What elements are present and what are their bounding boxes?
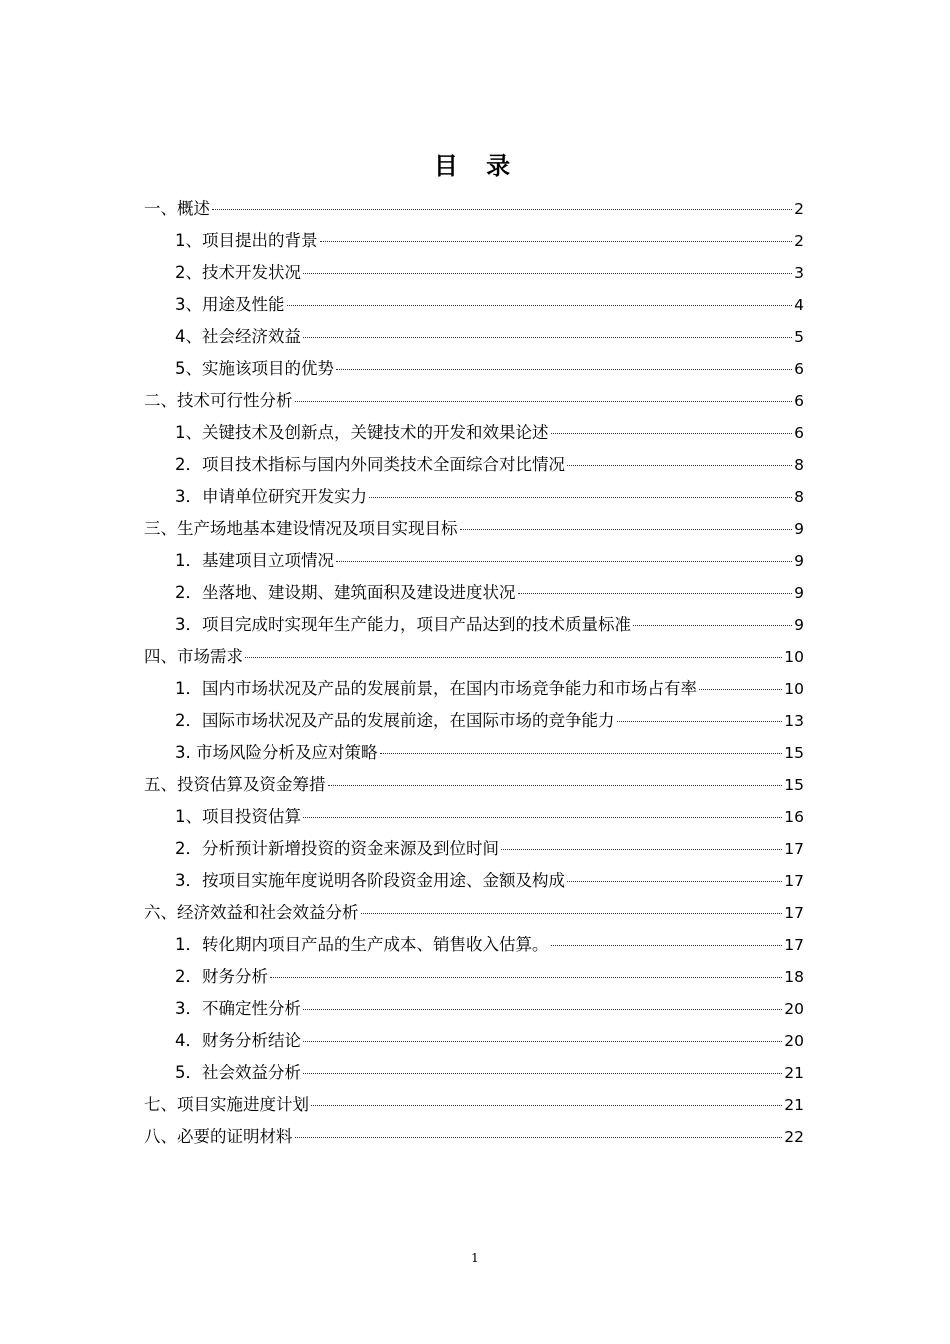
page-number: 1 bbox=[471, 1251, 479, 1265]
toc-entry-page: 9 bbox=[794, 552, 804, 570]
toc-entry[interactable] bbox=[144, 897, 804, 929]
toc-entry-page: 10 bbox=[784, 648, 804, 666]
toc-entry[interactable] bbox=[144, 801, 804, 833]
toc-entry-page: 3 bbox=[794, 264, 804, 282]
toc-entry-page: 20 bbox=[784, 1032, 804, 1050]
dot-leader bbox=[303, 1073, 782, 1074]
toc-entry[interactable] bbox=[144, 545, 804, 577]
toc-entry[interactable] bbox=[144, 481, 804, 513]
toc-entry-title: 4、社会经济效益 bbox=[175, 327, 301, 346]
dot-leader bbox=[551, 433, 793, 434]
toc-entry[interactable] bbox=[144, 609, 804, 641]
toc-entry-page: 4 bbox=[794, 296, 804, 314]
toc-entry[interactable] bbox=[144, 513, 804, 545]
toc-entry[interactable] bbox=[144, 193, 804, 225]
toc-entry-title: 七、项目实施进度计划 bbox=[144, 1095, 309, 1114]
toc-entry[interactable] bbox=[144, 993, 804, 1025]
toc-entry[interactable] bbox=[144, 929, 804, 961]
toc-entry[interactable] bbox=[144, 257, 804, 289]
toc-entry-title: 五、投资估算及资金筹措 bbox=[144, 775, 326, 794]
dot-leader bbox=[303, 1009, 782, 1010]
toc-entry-title: 2．分析预计新增投资的资金来源及到位时间 bbox=[175, 839, 499, 858]
toc-entry[interactable] bbox=[144, 769, 804, 801]
toc-entry-title: 2．项目技术指标与国内外同类技术全面综合对比情况 bbox=[175, 455, 565, 474]
dot-leader bbox=[303, 1041, 782, 1042]
toc-entry-title: 二、技术可行性分析 bbox=[144, 391, 293, 410]
toc-entry[interactable] bbox=[144, 1025, 804, 1057]
toc-entry-page: 6 bbox=[794, 424, 804, 442]
toc-entry-page: 18 bbox=[784, 968, 804, 986]
toc-entry[interactable] bbox=[144, 353, 804, 385]
toc-entry-title: 1、项目投资估算 bbox=[175, 807, 301, 826]
toc-entry-page: 2 bbox=[794, 232, 804, 250]
toc-entry[interactable] bbox=[144, 385, 804, 417]
dot-leader bbox=[699, 689, 782, 690]
toc-entry[interactable] bbox=[144, 1057, 804, 1089]
toc-entry[interactable] bbox=[144, 865, 804, 897]
toc-entry[interactable] bbox=[144, 1089, 804, 1121]
toc-entry-page: 22 bbox=[784, 1128, 804, 1146]
toc-entry-page: 9 bbox=[794, 520, 804, 538]
dot-leader bbox=[295, 401, 793, 402]
toc-entry-page: 15 bbox=[784, 744, 804, 762]
toc-entry-page: 5 bbox=[794, 328, 804, 346]
toc-entry[interactable] bbox=[144, 225, 804, 257]
toc-entry-title: 1．转化期内项目产品的生产成本、销售收入估算。 bbox=[175, 935, 549, 954]
dot-leader bbox=[551, 945, 783, 946]
dot-leader bbox=[303, 273, 792, 274]
dot-leader bbox=[245, 657, 782, 658]
dot-leader bbox=[369, 497, 792, 498]
toc-entry[interactable] bbox=[144, 673, 804, 705]
toc-entry-page: 6 bbox=[794, 392, 804, 410]
toc-entry-title: 3．申请单位研究开发实力 bbox=[175, 487, 367, 506]
toc-entry-title: 1、项目提出的背景 bbox=[175, 231, 318, 250]
toc-entry-title: 六、经济效益和社会效益分析 bbox=[144, 903, 359, 922]
dot-leader bbox=[361, 913, 783, 914]
dot-leader bbox=[311, 1105, 782, 1106]
dot-leader bbox=[328, 785, 783, 786]
toc-entry-page: 17 bbox=[784, 872, 804, 890]
toc-entry[interactable] bbox=[144, 833, 804, 865]
toc-entry[interactable] bbox=[144, 417, 804, 449]
dot-leader bbox=[295, 1137, 783, 1138]
toc-entry[interactable] bbox=[144, 449, 804, 481]
dot-leader bbox=[270, 977, 782, 978]
dot-leader bbox=[320, 241, 793, 242]
dot-leader bbox=[633, 625, 792, 626]
toc-entry[interactable] bbox=[144, 289, 804, 321]
toc-entry-title: 3、用途及性能 bbox=[175, 295, 285, 314]
toc-entry[interactable] bbox=[144, 961, 804, 993]
toc-entry-title: 3．项目完成时实现年生产能力，项目产品达到的技术质量标准 bbox=[175, 615, 631, 634]
toc-entry-title: 2．财务分析 bbox=[175, 967, 268, 986]
toc-entry-title: 1．基建项目立项情况 bbox=[175, 551, 334, 570]
dot-leader bbox=[336, 561, 792, 562]
toc-entry-title: 2．国际市场状况及产品的发展前途，在国际市场的竞争能力 bbox=[175, 711, 615, 730]
dot-leader bbox=[212, 209, 792, 210]
page-title: 目 录 bbox=[433, 152, 521, 180]
toc-entry-page: 13 bbox=[784, 712, 804, 730]
toc-entry-page: 20 bbox=[784, 1000, 804, 1018]
dot-leader bbox=[460, 529, 793, 530]
dot-leader bbox=[617, 721, 783, 722]
toc-entry-page: 8 bbox=[794, 488, 804, 506]
dot-leader bbox=[567, 465, 792, 466]
toc-entry[interactable] bbox=[144, 321, 804, 353]
toc-entry-title: 三、生产场地基本建设情况及项目实现目标 bbox=[144, 519, 458, 538]
toc-entry-page: 9 bbox=[794, 616, 804, 634]
toc-entry[interactable] bbox=[144, 737, 804, 769]
toc-entry-page: 9 bbox=[794, 584, 804, 602]
toc-entry-page: 16 bbox=[784, 808, 804, 826]
toc-entry-title: 5、实施该项目的优势 bbox=[175, 359, 334, 378]
dot-leader bbox=[303, 817, 782, 818]
dot-leader bbox=[287, 305, 793, 306]
toc-entry-title: 3．不确定性分析 bbox=[175, 999, 301, 1018]
toc-entry[interactable] bbox=[144, 1121, 804, 1153]
toc-entry-title: 3. 市场风险分析及应对策略 bbox=[175, 743, 378, 762]
toc-entry-page: 10 bbox=[784, 680, 804, 698]
toc-entry-title: 1、关键技术及创新点，关键技术的开发和效果论述 bbox=[175, 423, 549, 442]
dot-leader bbox=[501, 849, 782, 850]
toc-entry-title: 一、概述 bbox=[144, 199, 210, 218]
toc-entry-page: 17 bbox=[784, 840, 804, 858]
toc-entry-page: 17 bbox=[784, 936, 804, 954]
toc-entry-page: 21 bbox=[784, 1096, 804, 1114]
toc-entry[interactable] bbox=[144, 705, 804, 737]
toc-entry-page: 6 bbox=[794, 360, 804, 378]
toc-entry[interactable] bbox=[144, 641, 804, 673]
toc-entry-title: 3．按项目实施年度说明各阶段资金用途、金额及构成 bbox=[175, 871, 565, 890]
toc-entry-page: 21 bbox=[784, 1064, 804, 1082]
toc-entry-page: 17 bbox=[784, 904, 804, 922]
toc-entry-title: 4．财务分析结论 bbox=[175, 1031, 301, 1050]
table-of-contents bbox=[144, 193, 804, 1153]
dot-leader bbox=[303, 337, 792, 338]
toc-entry-title: 四、市场需求 bbox=[144, 647, 243, 666]
toc-entry-title: 5．社会效益分析 bbox=[175, 1063, 301, 1082]
toc-entry-title: 2、技术开发状况 bbox=[175, 263, 301, 282]
dot-leader bbox=[380, 753, 783, 754]
dot-leader bbox=[336, 369, 792, 370]
dot-leader bbox=[518, 593, 793, 594]
toc-entry-title: 八、必要的证明材料 bbox=[144, 1127, 293, 1146]
toc-entry-page: 2 bbox=[794, 200, 804, 218]
toc-entry-title: 2．坐落地、建设期、建筑面积及建设进度状况 bbox=[175, 583, 516, 602]
toc-entry-page: 8 bbox=[794, 456, 804, 474]
dot-leader bbox=[567, 881, 782, 882]
toc-entry-page: 15 bbox=[784, 776, 804, 794]
toc-entry[interactable] bbox=[144, 577, 804, 609]
toc-entry-title: 1．国内市场状况及产品的发展前景，在国内市场竞争能力和市场占有率 bbox=[175, 679, 697, 698]
